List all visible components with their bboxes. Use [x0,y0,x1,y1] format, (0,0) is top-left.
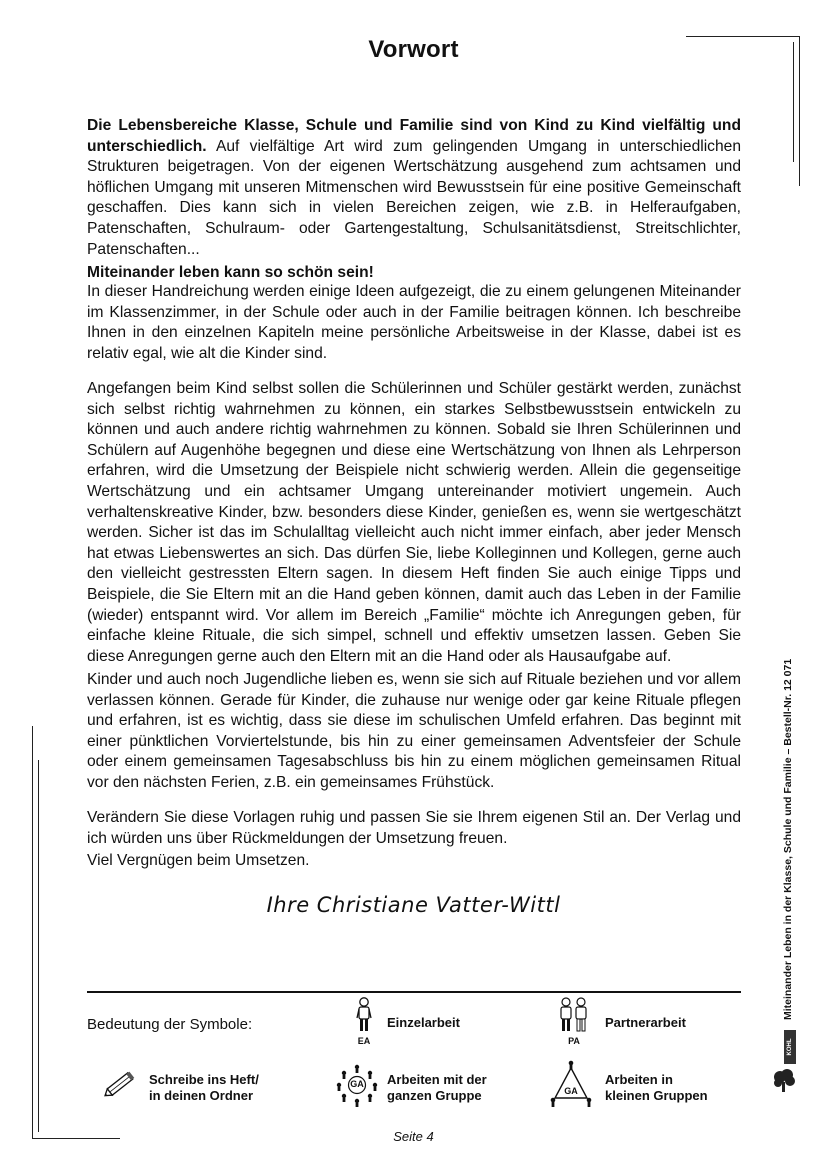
paragraph-2 [87,379,741,667]
publisher-badge [784,1030,805,1064]
paragraph-1 [87,282,741,364]
intro-block [87,116,741,284]
page-title: Vorwort [368,36,459,63]
single-person-icon [356,997,372,1035]
intro-text: Auf vielfältige Art wird zum gelingenden Umgang in unterschiedlichen Strukturen beigetragen. Von der eigenen Wertschätzung ausgehend zum achtsamen und höflichen Umgang mit unseren Mitmenschen wird Bewusstsein für eine positive Gemeinschaft geschaffen. Dies kann sich in vielen Bereichen zeigen, wie z.B. in Helferaufgaben, Patenschaften, Schulraum- oder Gartengestaltung, Schulsanitätsdienst, Streitschlichter, Patenschaften... [87,137,741,258]
frame-bottom-left-vertical [32,726,33,1138]
einzelarbeit-label: Einzelarbeit [387,1015,460,1030]
tree-icon [770,1066,798,1094]
heft-label-line1: Schreibe ins Heft/ [149,1072,259,1087]
closing-line: Viel Vergnügen beim Umsetzen. [87,852,310,870]
paragraph-3 [87,670,741,794]
kleine-gruppen-line2: kleinen Gruppen [605,1088,708,1103]
ganze-gruppe-line1: Arbeiten mit der [387,1072,487,1087]
pencil-icon [101,1068,139,1100]
signature: Ihre Christiane Vatter-Wittl [266,893,561,917]
publisher-name: KOHL VERLAG [787,1034,805,1060]
sidebar-order-info [780,650,800,1020]
einzelarbeit-code: EA [357,1036,371,1046]
partnerarbeit-label: Partnerarbeit [605,1015,686,1030]
sidebar-text: Miteinander Leben in der Klasse, Schule und Familie – Bestell-Nr. 12 071 [782,658,794,1020]
heft-label [149,1072,259,1104]
kleine-gruppen-line1: Arbeiten in [605,1072,673,1087]
ganze-gruppe-label [387,1072,487,1104]
small-group-triangle-icon [549,1060,593,1108]
paragraph-text: In dieser Handreichung werden einige Ideen aufgezeigt, die zu einem gelungenen Miteinander im Klassenzimmer, in der Schule oder auch in der Familie beitragen können. Ich beschreibe Ihnen in den einzelnen Kapiteln meine persönliche Arbeitsweise in der Klasse, dabei ist es relativ egal, wie alt die Kinder sind. [87,283,741,362]
paragraph-text: Verändern Sie diese Vorlagen ruhig und passen Sie sie Ihrem eigenen Stil an. Der Verlag und ich würden uns über Rückmeldungen der Umsetzung freuen. [87,809,741,847]
paragraph-4 [87,808,741,872]
intro-paragraph [87,116,741,260]
paragraph-text: Kinder und auch noch Jugendliche lieben es, wenn sie sich auf Rituale beziehen und vor allem verlassen können. Gerade für Kinder, die zuhause nur wenige oder gar keine Rituale pflegen und erfahren, ist es wichtig, dass sie diese im schulischen Umfeld erfahren. Das beginnt mit einer pünktlichen Vorviertelstunde, bis hin zu einer gemeinsamen Adventsfeier der Schule oder einem gemeinsamen Tagesabschluss bis hin zu einem möglichen gemeinsamen Ritual vor den nächsten Ferien, z.B. ein gemeinsames Frühstück. [87,671,741,791]
kleine-gruppen-label [605,1072,708,1104]
partnerarbeit-code: PA [568,1036,580,1046]
kleine-gruppen-code: GA [564,1086,578,1096]
frame-bottom-left-inner-vertical [38,760,39,1132]
page-number: Seite 4 [393,1129,434,1144]
ganze-gruppe-code: GA [350,1079,364,1089]
motto: Miteinander leben kann so schön sein! [87,264,374,282]
ganze-gruppe-line2: ganzen Gruppe [387,1088,482,1103]
paragraph-text: Angefangen beim Kind selbst sollen die Schülerinnen und Schüler gestärkt werden, zunächst sich selbst richtig wahrnehmen zu können, ein starkes Selbstbewusstsein entwickeln zu können und auch andere richtig wahrnehmen zu können. Sobald sie Ihren Schülerinnen und Schülern auf Augenhöhe begegnen und diese eine Wertschätzung von Ihnen als Lehrperson erfahren, wird die Umsetzung der Beispiele nicht schwierig werden. Allein die gegenseitige Wertschätzung und ein achtsamer Umgang untereinander motiviert ungemein. Auch verhaltenskreative Kinder, bzw. besonders diese Kinder, genießen es, wenn sie wertgeschätzt werden. Sicher ist das im Schulalltag vielleicht auch nicht immer einfach, aber jeder Mensch hat etwas Liebenswertes an sich. Das dürfen Sie, liebe Kolleginnen und Kollegen, gerne auch den vielleicht gestressten Eltern sagen. In diesem Heft finden Sie auch einige Tipps und Beispiele, die Sie Eltern mit an die Hand geben können, damit auch das Leben in der Familie (wieder) entspannt wird. Vor allem im Bereich „Familie“ möchte ich Anregungen geben, für einfache kleine Rituale, die sich simpel, schnell und effektiv umsetzen lassen. Geben Sie diese Anregungen gerne auch den Eltern mit an die Hand oder als Hausaufgabe auf. [87,380,741,665]
legend-label: Bedeutung der Symbole: [87,1016,253,1033]
legend-divider [87,991,741,993]
two-persons-icon [559,997,589,1035]
heft-label-line2: in deinen Ordner [149,1088,254,1103]
intro-bold-lead: Die Lebensbereiche Klasse, Schule und Familie sind von Kind zu Kind vielfältig und unterschiedlich. [87,117,741,155]
